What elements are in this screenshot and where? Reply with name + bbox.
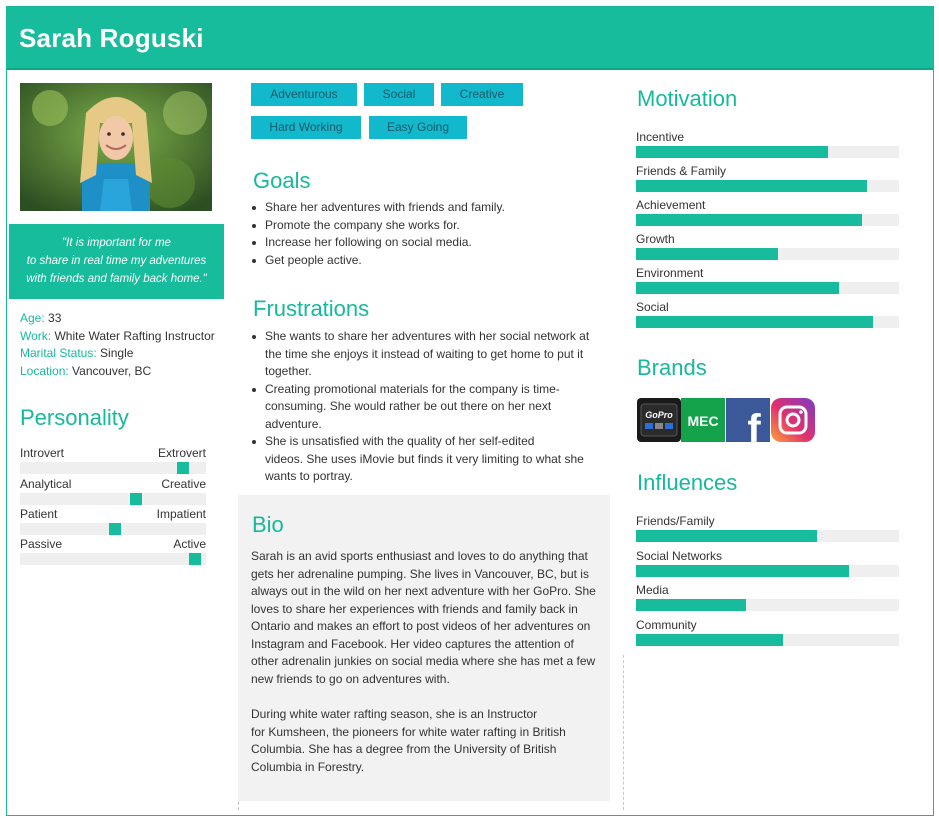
motivation-title: Motivation (637, 86, 738, 111)
fact-age: Age: 33 (20, 311, 62, 325)
motivation-bar-label: Social (636, 300, 669, 314)
brands-title: Brands (637, 355, 707, 380)
column-divider (623, 655, 624, 810)
influence-bar-row (636, 583, 899, 613)
influence-bar-label: Friends/Family (636, 514, 715, 528)
personality-scale: Introvert Extrovert (20, 446, 206, 476)
motivation-bar-fill (636, 248, 778, 260)
motivation-bar-fill (636, 214, 862, 226)
persona-facts (20, 310, 215, 380)
motivation-bar-row (636, 232, 899, 262)
influence-bar-fill (636, 634, 783, 646)
bio-panel (238, 495, 610, 801)
gopro-logo (637, 398, 681, 442)
motivation-bar-row (636, 164, 899, 194)
frustrations-title: Frustrations (253, 296, 370, 321)
persona-quote (9, 224, 224, 299)
motivation-bar-label: Friends & Family (636, 164, 727, 178)
scale-marker (130, 493, 142, 505)
influence-bar-row (636, 549, 899, 579)
list-item: Increase her following on social media. (250, 234, 595, 252)
mec-logo (681, 398, 725, 442)
influence-bar-label: Media (636, 583, 669, 597)
influences-title: Influences (637, 470, 738, 495)
fact-location: Location: Vancouver, BC (20, 363, 152, 378)
svg-text:MEC: MEC (687, 413, 719, 429)
frustrations-list (250, 328, 595, 486)
influence-bar-label: Community (636, 617, 697, 632)
quote-line: to share in real time my adventures (26, 255, 207, 267)
quote-line: "It is important for me (62, 237, 171, 249)
influence-bar-fill (636, 530, 817, 542)
persona-name: Sarah Roguski (19, 23, 204, 53)
list-item: Promote the company she works for. (250, 217, 595, 235)
bio-paragraph: Sarah is an avid sports enthusiast and loves to do anything that gets her adrenaline pumping. She lives in Vancouver, BC, but is always out in the wild on her next adventure with her GoPro. She loves to share her experiences with friends and family back in Ontario and makes an effort to post videos of her adventures on Instagram and Facebook. Her video captures the attention of other adrenalin junkies on social media where she has met a few new friends to go on adventures with. (251, 549, 596, 686)
tag-easy-going: Easy Going (369, 116, 467, 139)
tag-hard-working: Hard Working (251, 116, 361, 139)
influence-bar-fill (636, 565, 849, 577)
motivation-bar-label: Environment (636, 266, 704, 280)
motivation-bar-row (636, 266, 899, 296)
tag-social: Social (364, 83, 434, 106)
motivation-bar-fill (636, 146, 828, 158)
quote-line: with friends and family back home." (26, 273, 207, 285)
scale-marker (109, 523, 121, 535)
bio-paragraph: During white water rafting season, she is an Instructor for Kumsheen, the pioneers for white water rafting in British Columbia. She has a degree from the University of British Columbia in Forestry. (251, 707, 566, 774)
motivation-bar-fill (636, 316, 873, 328)
tag-creative: Creative (441, 83, 523, 106)
motivation-bar-fill (636, 180, 867, 192)
motivation-bar-fill (636, 282, 839, 294)
motivation-bar-label: Incentive (636, 130, 685, 144)
tag-adventurous: Adventurous (251, 83, 357, 106)
fact-marital-status: Marital Status: Single (20, 346, 134, 360)
persona-photo (20, 83, 212, 211)
list-item: Creating promotional materials for the company is time- consuming. She would rather be out there on her next adventure. (250, 381, 595, 434)
list-item: She is unsatisfied with the quality of her self-edited videos. She uses iMovie but finds it very limiting to what she wants to portray. (250, 433, 595, 486)
scale-track (20, 493, 206, 505)
bio-title: Bio (252, 512, 284, 537)
list-item: Get people active. (250, 252, 595, 270)
personality-scale: Patient Impatient (20, 507, 206, 537)
personality-title: Personality (20, 405, 129, 430)
influence-bar-row (636, 618, 899, 648)
portrait-image (20, 83, 212, 211)
fact-work: Work: White Water Rafting Instructor (20, 328, 215, 343)
scale-track (20, 553, 206, 565)
motivation-bar-label: Achievement (636, 198, 706, 212)
list-item: Share her adventures with friends and family. (250, 199, 595, 217)
instagram-logo (771, 398, 815, 442)
scale-marker (189, 553, 201, 565)
motivation-bar-label: Growth (636, 232, 675, 246)
facebook-logo (726, 398, 770, 442)
motivation-bar-row (636, 130, 899, 160)
scale-marker (177, 462, 189, 474)
motivation-bar-row (636, 198, 899, 228)
goals-list (250, 199, 595, 269)
influence-bar-fill (636, 599, 746, 611)
header-bar (7, 7, 933, 70)
personality-scale: Analytical Creative (20, 477, 206, 507)
list-item: She wants to share her adventures with her social network at the time she enjoys it instead of waiting to get home to put it together. (250, 328, 595, 381)
influence-bar-label: Social Networks (636, 548, 723, 563)
influence-bar-row (636, 514, 899, 544)
personality-scale: Passive Active (20, 537, 206, 567)
goals-title: Goals (253, 168, 311, 193)
svg-text:f: f (747, 407, 761, 442)
svg-text:GoPro: GoPro (645, 410, 673, 420)
motivation-bar-row (636, 300, 899, 330)
